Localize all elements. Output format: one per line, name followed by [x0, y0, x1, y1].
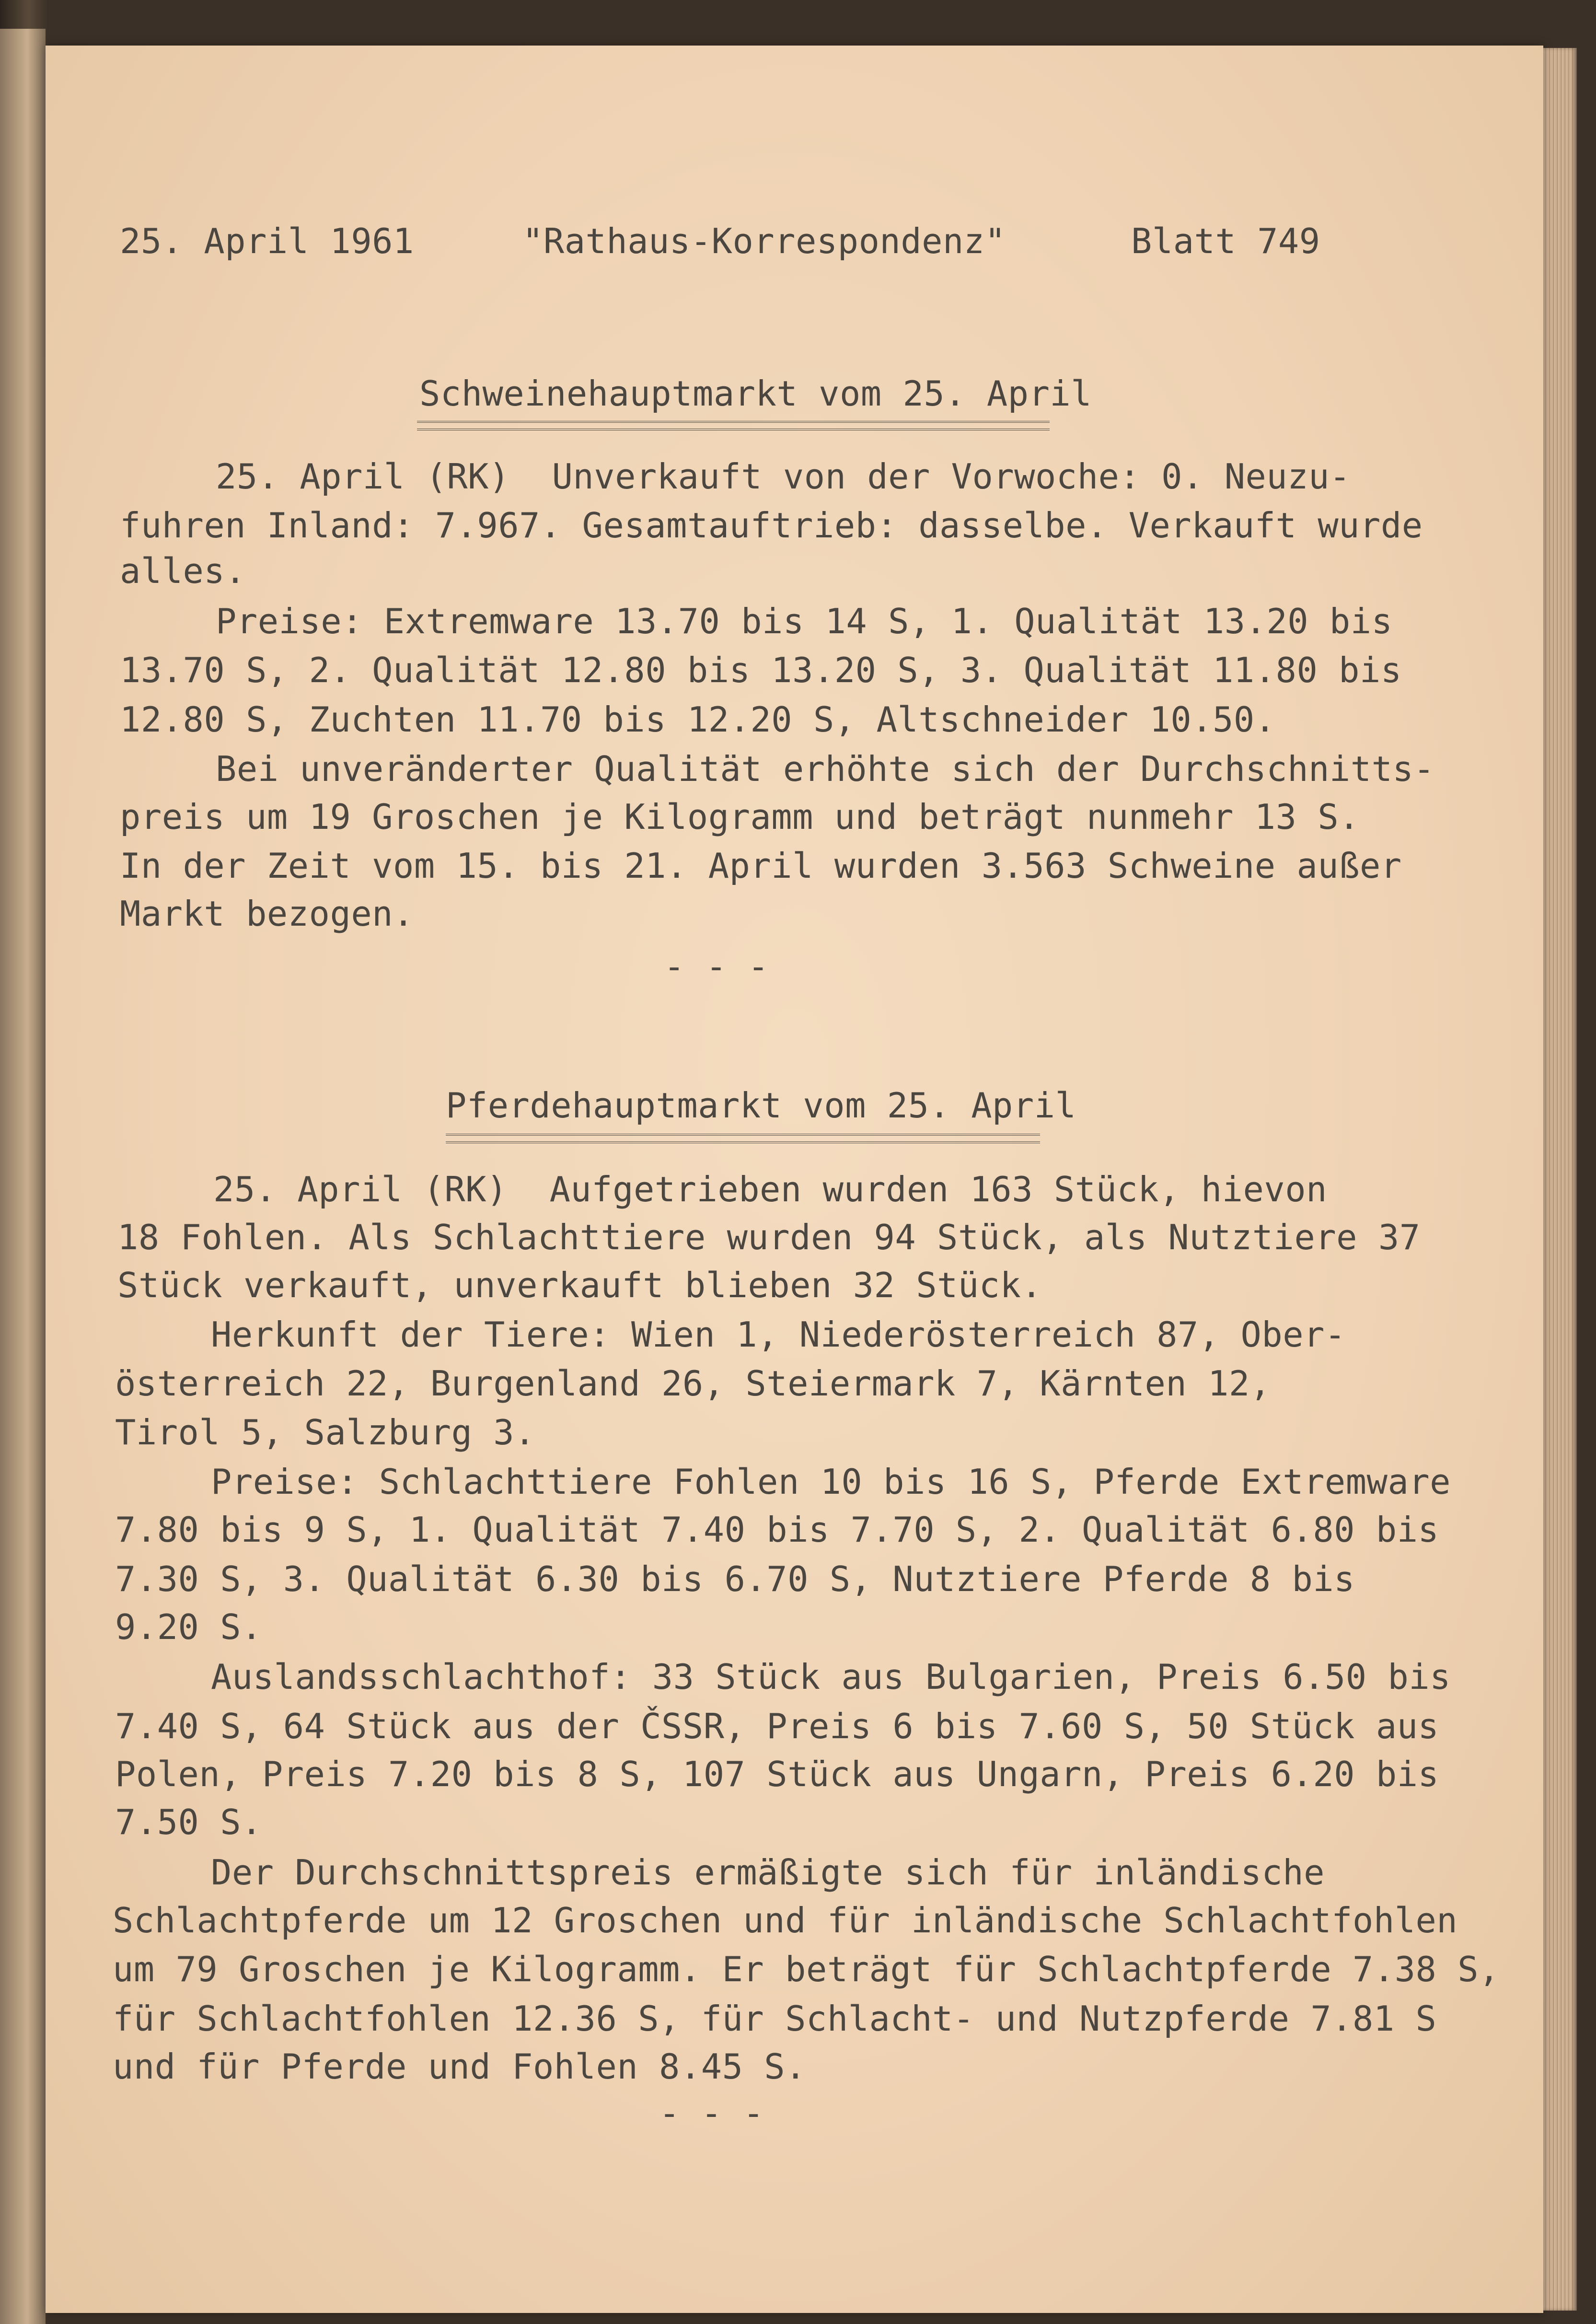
- section1-separator: - - -: [664, 946, 769, 987]
- section1-heading-underline: [417, 421, 1050, 430]
- section2-line: Preise: Schlachttiere Fohlen 10 bis 16 S, Pferde Extremware: [211, 1462, 1451, 1502]
- section2-line: 18 Fohlen. Als Schlachttiere wurden 94 Stück, als Nutztiere 37: [117, 1217, 1421, 1257]
- section2-line: 9.20 S.: [115, 1607, 262, 1647]
- section2-line: und für Pferde und Fohlen 8.45 S.: [113, 2046, 806, 2087]
- section1-line: 13.70 S, 2. Qualität 12.80 bis 13.20 S, 3. Qualität 11.80 bis: [120, 650, 1402, 690]
- section2-line: 25. April (RK) Aufgetrieben wurden 163 Stück, hievon: [213, 1169, 1327, 1209]
- section1-heading: Schweinehauptmarkt vom 25. April: [419, 373, 1092, 414]
- section1-line: 12.80 S, Zuchten 11.70 bis 12.20 S, Altschneider 10.50.: [120, 699, 1276, 740]
- section1-line: fuhren Inland: 7.967. Gesamtauftrieb: dasselbe. Verkauft wurde: [120, 505, 1423, 546]
- header-date: 25. April 1961: [120, 221, 414, 261]
- section1-line: alles.: [120, 551, 246, 591]
- section1-line: Bei unveränderter Qualität erhöhte sich der Durchschnitts-: [216, 749, 1435, 789]
- section2-line: 7.40 S, 64 Stück aus der ČSSR, Preis 6 bis 7.60 S, 50 Stück aus: [115, 1706, 1439, 1746]
- section1-line: Preise: Extremware 13.70 bis 14 S, 1. Qualität 13.20 bis: [216, 601, 1393, 641]
- section2-heading: Pferdehauptmarkt vom 25. April: [446, 1085, 1076, 1126]
- page-stack-edge: [1543, 48, 1577, 2311]
- section2-line: 7.30 S, 3. Qualität 6.30 bis 6.70 S, Nutztiere Pferde 8 bis: [115, 1559, 1355, 1599]
- section1-line: preis um 19 Groschen je Kilogramm und beträgt nunmehr 13 S.: [120, 797, 1360, 837]
- section1-line: Markt bezogen.: [120, 894, 414, 934]
- section2-line: Stück verkauft, unverkauft blieben 32 Stück.: [117, 1265, 1042, 1305]
- section2-heading-underline: [446, 1134, 1040, 1143]
- section2-line: 7.50 S.: [115, 1802, 262, 1842]
- section1-line: In der Zeit vom 15. bis 21. April wurden 3.563 Schweine außer: [120, 846, 1402, 886]
- section2-line: Schlachtpferde um 12 Groschen und für inländische Schlachtfohlen: [113, 1900, 1458, 1941]
- previous-page-edge: [0, 29, 46, 2324]
- section2-line: Der Durchschnittspreis ermäßigte sich für inländische: [211, 1852, 1325, 1893]
- header-sheet-number: Blatt 749: [1131, 221, 1320, 261]
- section2-line: um 79 Groschen je Kilogramm. Er beträgt für Schlachtpferde 7.38 S,: [113, 1949, 1500, 1989]
- section2-separator: - - -: [659, 2093, 764, 2133]
- header-title: "Rathaus-Korrespondenz": [522, 221, 1006, 261]
- section2-line: 7.80 bis 9 S, 1. Qualität 7.40 bis 7.70 S, 2. Qualität 6.80 bis: [115, 1510, 1439, 1550]
- section2-line: Herkunft der Tiere: Wien 1, Niederösterreich 87, Ober-: [211, 1314, 1346, 1355]
- section2-line: für Schlachtfohlen 12.36 S, für Schlacht- und Nutzpferde 7.81 S: [113, 1999, 1437, 2039]
- section2-line: Auslandsschlachthof: 33 Stück aus Bulgarien, Preis 6.50 bis: [211, 1657, 1451, 1697]
- section2-line: Tirol 5, Salzburg 3.: [115, 1412, 535, 1452]
- section2-line: österreich 22, Burgenland 26, Steiermark 7, Kärnten 12,: [115, 1363, 1271, 1404]
- section2-line: Polen, Preis 7.20 bis 8 S, 107 Stück aus Ungarn, Preis 6.20 bis: [115, 1754, 1439, 1794]
- section1-line: 25. April (RK) Unverkauft von der Vorwoche: 0. Neuzu-: [216, 456, 1351, 497]
